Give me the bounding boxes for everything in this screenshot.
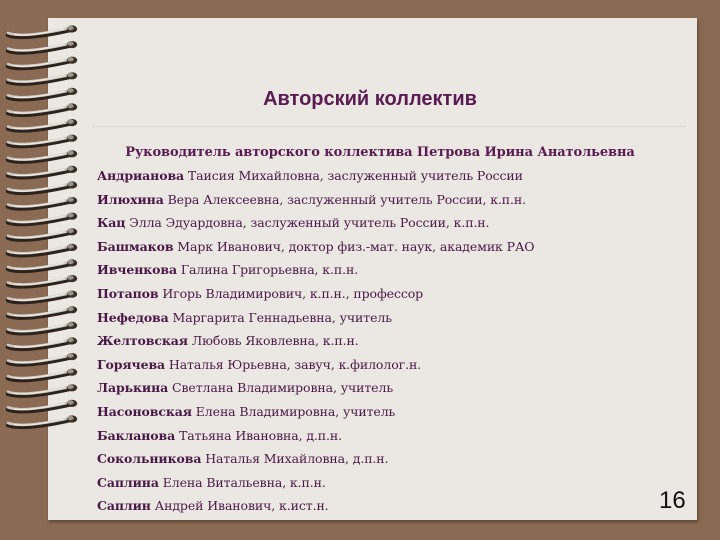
author-list-item [97,494,677,518]
author-list-item [97,471,677,495]
author-surname: Потапов [97,285,159,301]
author-details: Марк Иванович, доктор физ.-мат. наук, академик РАО [177,238,535,254]
author-list-item [97,211,677,235]
author-details: Маргарита Геннадьевна, учитель [172,309,392,325]
author-surname: Сокольникова [97,451,202,467]
author-list-item [97,424,677,448]
author-list-item [97,329,677,353]
author-details: Вера Алексеевна, заслуженный учитель России, к.п.н. [167,191,526,207]
author-surname: Ивченкова [97,262,177,278]
author-surname: Бакланова [97,427,176,443]
author-list-item [97,376,677,400]
author-surname: Насоновская [97,403,192,419]
author-details: Галина Григорьевна, к.п.н. [180,262,359,278]
author-list-item [97,447,677,471]
page-number: 16 [659,487,686,514]
author-list [97,164,677,518]
author-details: Наталья Юрьевна, завуч, к.филолог.н. [168,356,422,372]
author-details: Игорь Владимирович, к.п.н., профессор [162,285,424,301]
author-details: Таисия Михайловна, заслуженный учитель России [187,168,523,183]
author-details: Андрей Иванович, к.ист.н. [154,498,329,514]
author-list-item [97,400,677,424]
slide-title: Авторский коллектив [263,88,477,110]
author-details: Элла Эдуардовна, заслуженный учитель России, к.п.н. [129,215,490,231]
author-surname: Нефедова [97,309,169,325]
author-surname: Желтовская [97,333,188,349]
author-details: Любовь Яковлевна, к.п.н. [191,333,359,349]
author-list-item [97,306,677,330]
author-list-item [97,258,677,282]
author-list-item [97,353,677,377]
author-surname: Андрианова [97,168,185,183]
title-divider [92,126,686,127]
author-surname: Илюхина [97,191,164,207]
author-details: Елена Владимировна, учитель [195,403,396,419]
author-surname: Саплина [97,474,159,490]
author-surname: Кац [97,215,126,231]
slide-subtitle: Руководитель авторского коллектива Петрова Ирина Анатольевна [125,145,635,160]
author-surname: Горячева [97,356,166,372]
author-list-item [97,282,677,306]
author-surname: Саплин [97,498,151,514]
author-list-item [97,188,677,212]
author-details: Наталья Михайловна, д.п.н. [205,451,389,467]
author-details: Елена Витальевна, к.п.н. [162,474,326,490]
author-surname: Ларькина [97,380,169,396]
author-surname: Башмаков [97,238,174,254]
author-list-item [97,235,677,259]
author-details: Татьяна Ивановна, д.п.н. [178,427,343,443]
author-details: Светлана Владимировна, учитель [172,380,394,396]
author-list-item [97,164,677,188]
